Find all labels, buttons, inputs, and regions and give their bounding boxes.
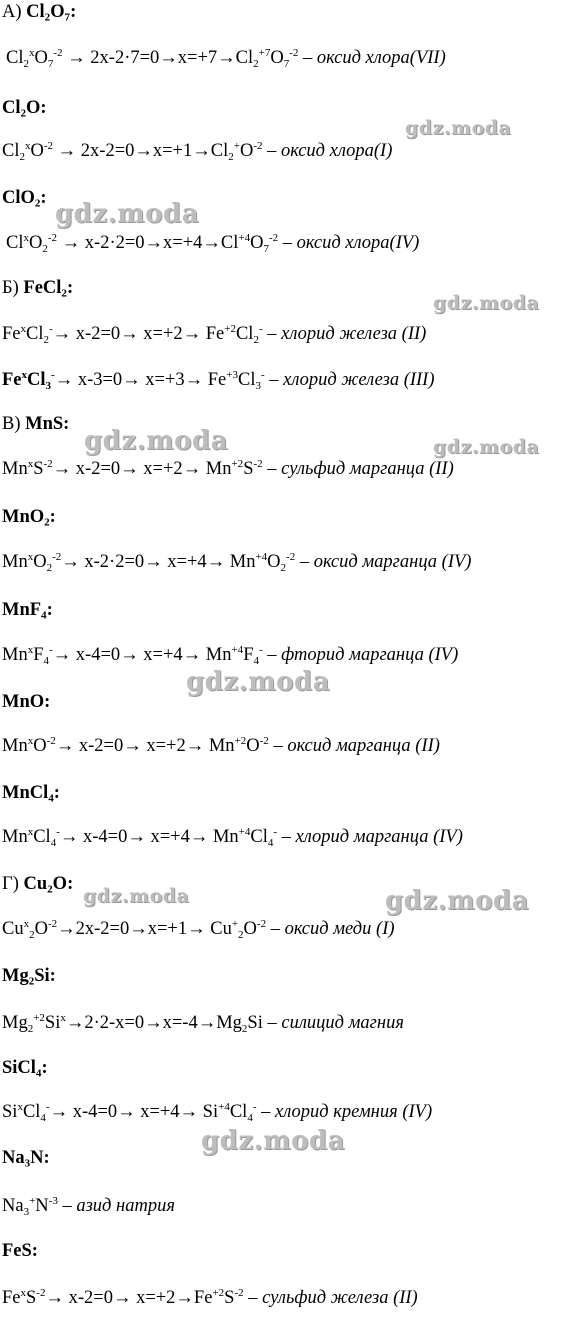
- formula-heading: Cl₂O:: [2, 98, 47, 118]
- equation-line: $Fe^xCl_3^-\to x-3=0\to x=+3\to Fe^{+3}Cl_3^-$ – хлорид железа (III): [2, 369, 435, 392]
- equation-line: $Cl_2^xO_7^{-2} \to 2x-2\cdot 7=0\to x=+7\to Cl_2^{+7}O_7^{-2}$ – оксид хлора(VII): [6, 47, 446, 70]
- formula-heading: FeS:: [2, 1241, 38, 1261]
- compound-name: оксид марганца (II): [287, 736, 440, 756]
- watermark: gdz.moda: [405, 117, 512, 139]
- section-letter: Б): [2, 278, 19, 298]
- compound-name: сульфид марганца (II): [281, 459, 454, 479]
- compound-name: хлорид железа (III): [283, 370, 435, 390]
- section-letter: В): [2, 414, 21, 434]
- compound-name: оксид хлора(IV): [296, 233, 420, 253]
- compound-name: хлорид марганца (IV): [295, 827, 463, 847]
- section-c-heading: В) MnS:: [2, 414, 70, 434]
- watermark: gdz.moda: [186, 667, 331, 697]
- equation-line: $Fe^xCl_2^-\to x-2=0\to x=+2\to Fe^{+2}Cl_2^-$ – хлорид железа (II): [2, 323, 427, 346]
- section-b-heading: Б) FeCl₂:: [2, 278, 74, 298]
- equation-line: $Mn^xF_4^-\to x-4=0\to x=+4\to Mn^{+4}F_4^-$ – фторид марганца (IV): [2, 644, 459, 667]
- equation-line: $Cl_2^xO^{-2} \to 2x-2=0\to x=+1\to Cl_2^+O^{-2}$ – оксид хлора(I): [2, 140, 393, 163]
- section-letter: Г): [2, 874, 19, 894]
- formula-heading: Cl₂O₇:: [26, 2, 77, 22]
- watermark: gdz.moda: [55, 199, 200, 229]
- section-letter: А): [2, 2, 22, 22]
- formula-heading: SiCl₄:: [2, 1058, 48, 1078]
- equation-line: $Cl^xO_2^{-2} \to x-2\cdot 2=0\to x=+4\to Cl^{+4}O_7^{-2}$ – оксид хлора(IV): [6, 232, 420, 255]
- equation-line: $Mn^xO_2^{-2}\to x-2\cdot 2=0\to x=+4\to Mn^{+4}O_2^{-2}$ – оксид марганца (IV): [2, 551, 472, 574]
- compound-name: оксид меди (I): [284, 919, 395, 939]
- watermark: gdz.moda: [201, 1126, 346, 1156]
- section-d-heading: Г) Cu₂O:: [2, 874, 74, 894]
- equation-line: $Mn^xCl_4^-\to x-4=0\to x=+4\to Mn^{+4}Cl_4^-$ – хлорид марганца (IV): [2, 826, 463, 849]
- watermark: gdz.moda: [433, 436, 540, 458]
- watermark: gdz.moda: [385, 886, 530, 916]
- compound-name: хлорид железа (II): [281, 324, 427, 344]
- formula-heading: ClO₂:: [2, 188, 47, 208]
- compound-name: сульфид железа (II): [262, 1288, 418, 1308]
- equation-line: $Mn^xO^{-2}\to x-2=0\to x=+2\to Mn^{+2}O^{-2}$ – оксид марганца (II): [2, 735, 440, 756]
- equation-line: $Cu^x_2O^{-2}\to 2x-2=0\to x=+1\to Cu^+_2O^{-2}$ – оксид меди (I): [2, 918, 395, 941]
- compound-name: оксид марганца (IV): [313, 552, 472, 572]
- watermark: gdz.moda: [433, 292, 540, 314]
- equation-line: $Mn^xS^{-2}\to x-2=0\to x=+2\to Mn^{+2}S^{-2}$ – сульфид марганца (II): [2, 458, 454, 479]
- formula-heading: MnCl₄:: [2, 783, 60, 803]
- equation-line: $Mg_2^{+2}Si^x\to 2\cdot 2-x=0\to x=-4\to Mg_2Si$ – силицид магния: [2, 1012, 404, 1035]
- compound-name: оксид хлора(VII): [316, 48, 446, 68]
- formula-heading: Na₃N:: [2, 1148, 50, 1168]
- formula-heading: Mg₂Si:: [2, 966, 56, 986]
- formula-heading: MnO:: [2, 692, 51, 712]
- formula-heading: MnF₄:: [2, 600, 53, 620]
- equation-line: $Si^xCl_4^-\to x-4=0\to x=+4\to Si^{+4}Cl_4^-$ – хлорид кремния (IV): [2, 1101, 433, 1124]
- compound-name: хлорид кремния (IV): [274, 1102, 433, 1122]
- watermark: gdz.moda: [83, 885, 190, 907]
- compound-name: оксид хлора(I): [281, 141, 393, 161]
- compound-name: азид натрия: [76, 1196, 175, 1216]
- formula-heading: MnO₂:: [2, 507, 56, 527]
- compound-name: силицид магния: [281, 1013, 404, 1033]
- equation-line: $Fe^xS^{-2}\to x-2=0\to x=+2\to Fe^{+2}S^{-2}$ – сульфид железа (II): [2, 1287, 418, 1308]
- equation-line: $Na_3^+N^{-3}$ – азид натрия: [2, 1195, 175, 1218]
- section-a-heading: [2, 1, 76, 23]
- compound-name: фторид марганца (IV): [281, 645, 459, 665]
- watermark: gdz.moda: [84, 426, 229, 456]
